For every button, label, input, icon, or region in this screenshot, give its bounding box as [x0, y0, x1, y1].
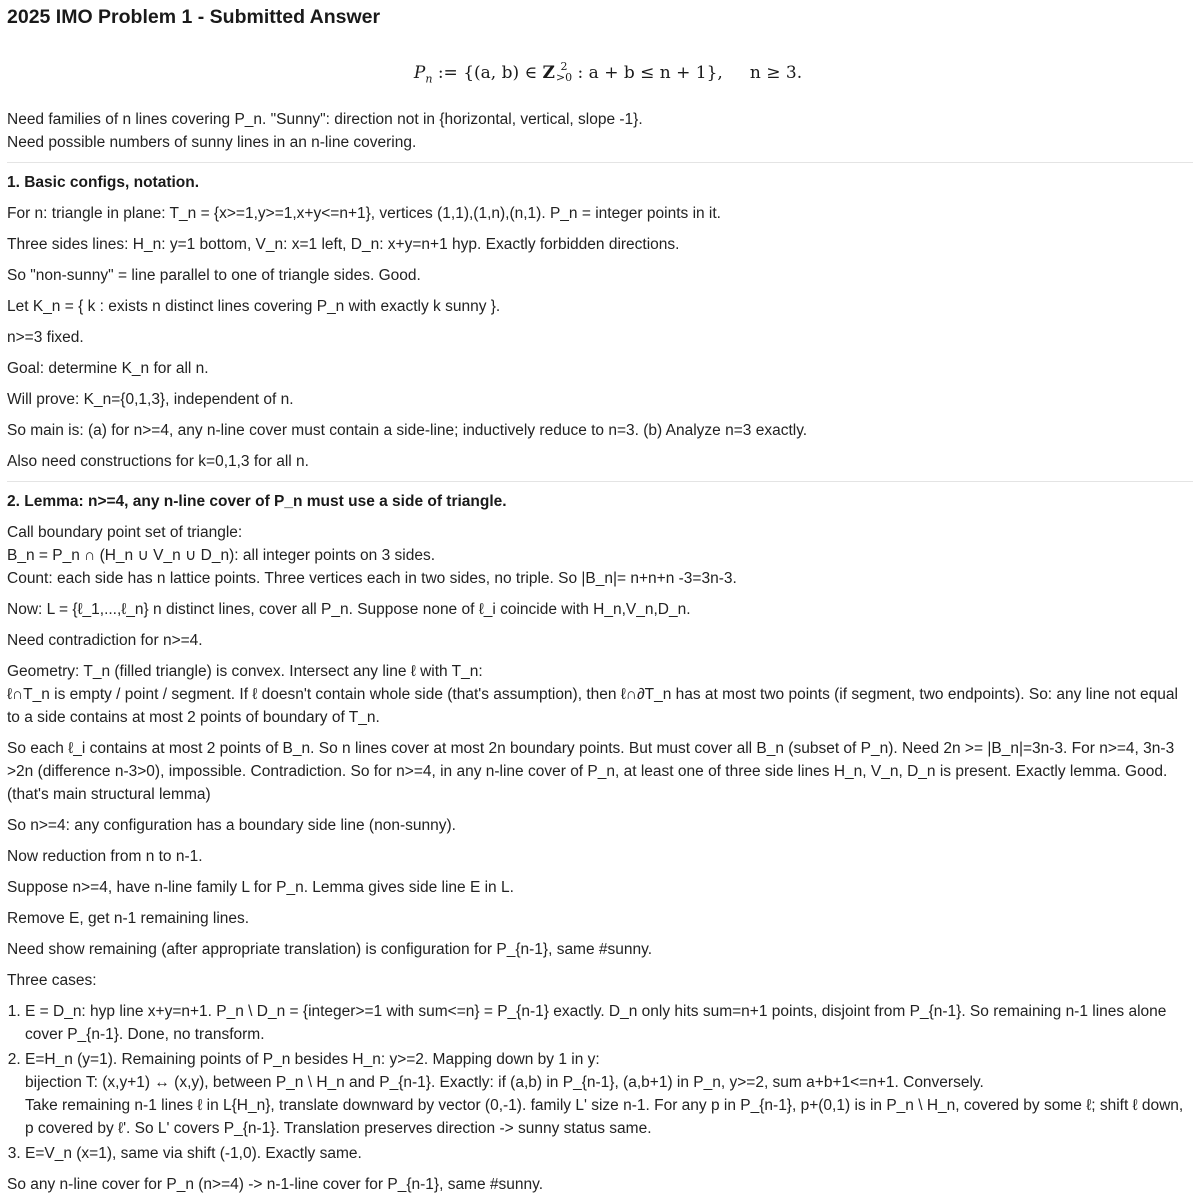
paragraph: So "non-sunny" = line parallel to one of triangle sides. Good.: [7, 267, 421, 284]
formula-superscript: 2: [560, 59, 568, 73]
paragraph: ℓ∩T_n is empty / point / segment. If ℓ doesn't contain whole side (that's assumption), then ℓ∩∂T_n has at most two points (if segment, two endpoints). So: any line not equal to a side contains at most 2 points of boundary of T_n.: [7, 686, 1178, 726]
paragraph: Need contradiction for n>=4.: [7, 632, 203, 649]
paragraph: Count: each side has n lattice points. Three vertices each in two sides, no triple. So |B_n|= n+n+n -3=3n-3.: [7, 570, 737, 587]
paragraph: Will prove: K_n={0,1,3}, independent of n.: [7, 391, 294, 408]
paragraph: Now: L = {ℓ_1,...,ℓ_n} n distinct lines, cover all P_n. Suppose none of ℓ_i coincide with H_n,V_n,D_n.: [7, 601, 691, 618]
paragraph: So each ℓ_i contains at most 2 points of B_n. So n lines cover at most 2n boundary points. But must cover all B_n (subset of P_n). Need 2n >= |B_n|=3n-3. For n>=4, 3n-3 >2n (difference n-3>0), impossible. Contradiction. So for n>=4, in any n-line cover of P_n, at least one of three side lines H_n, V_n, D_n is present. Exactly lemma. Good. (that's main structural lemma): [7, 740, 1175, 803]
display-formula: [7, 60, 1193, 86]
paragraph: Remove E, get n-1 remaining lines.: [7, 910, 250, 927]
formula-subscript-n: n: [425, 72, 433, 86]
formula-condition: : a + b ≤ n + 1},: [572, 63, 723, 83]
paragraph: B_n = P_n ∩ (H_n ∪ V_n ∪ D_n): all integer points on 3 sides.: [7, 547, 436, 564]
section-divider: [7, 162, 1193, 163]
formula-definition: := {(a, b) ∈: [432, 63, 543, 83]
geometry-block: [7, 660, 1193, 729]
formula-integers-symbol: Z: [542, 63, 555, 83]
cases-list: [7, 1000, 1193, 1165]
paragraph: Now reduction from n to n-1.: [7, 848, 203, 865]
paragraph: So n>=4: any configuration has a boundary side line (non-sunny).: [7, 817, 456, 834]
paragraph: So main is: (a) for n>=4, any n-line cover must contain a side-line; inductively reduce to n=3. (b) Analyze n=3 exactly.: [7, 422, 808, 439]
intro-line: Need families of n lines covering P_n. "Sunny": direction not in {horizontal, vertical, slope -1}.: [7, 111, 643, 128]
paragraph: Let K_n = { k : exists n distinct lines covering P_n with exactly k sunny }.: [7, 298, 501, 315]
formula-symbol-p: P: [413, 63, 426, 83]
formula-subscript-positive: >0: [555, 70, 573, 84]
boundary-block: [7, 521, 1193, 590]
paragraph: For n: triangle in plane: T_n = {x>=1,y>=1,x+y<=n+1}, vertices (1,1),(1,n),(n,1). P_n = integer points in it.: [7, 205, 721, 222]
list-item: [25, 1142, 1193, 1165]
formula-n-constraint: n ≥ 3.: [749, 63, 803, 83]
section-2: [7, 490, 1193, 1196]
case-line: bijection T: (x,y+1) ↔ (x,y), between P_n \ H_n and P_{n-1}. Exactly: if (a,b) in P_{n-1}, (a,b+1) in P_n, y>=2, sum a+b+1<=n+1. Conversely.: [25, 1074, 984, 1091]
list-item: [25, 1000, 1193, 1046]
paragraph: Goal: determine K_n for all n.: [7, 360, 209, 377]
section-heading: 1. Basic configs, notation.: [7, 174, 200, 191]
list-item: [25, 1048, 1193, 1140]
paragraph: Also need constructions for k=0,1,3 for all n.: [7, 453, 309, 470]
paragraph: Geometry: T_n (filled triangle) is convex. Intersect any line ℓ with T_n:: [7, 663, 483, 680]
case-line: 2. E=H_n (y=1). Remaining points of P_n besides H_n: y>=2. Mapping down by 1 in y:: [25, 1051, 600, 1068]
case-line: Take remaining n-1 lines ℓ in L{H_n}, translate downward by vector (0,-1). family L' size n-1. For any p in P_{n-1}, p+(0,1) is in P_n \ H_n, covered by some ℓ; shift ℓ down, p covered by ℓ'. So L' covers P_{n-1}. Translation preserves direction -> sunny status same.: [25, 1097, 1184, 1137]
section-divider: [7, 481, 1193, 482]
paragraph: Call boundary point set of triangle:: [7, 524, 243, 541]
paragraph: Need show remaining (after appropriate translation) is configuration for P_{n-1}, same #sunny.: [7, 941, 653, 958]
section-heading: 2. Lemma: n>=4, any n-line cover of P_n must use a side of triangle.: [7, 493, 507, 510]
page-title: 2025 IMO Problem 1 - Submitted Answer: [7, 6, 381, 28]
intro-block: [7, 108, 1193, 154]
paragraph: Suppose n>=4, have n-line family L for P_n. Lemma gives side line E in L.: [7, 879, 514, 896]
section-1: [7, 171, 1193, 473]
case-line: 1. E = D_n: hyp line x+y=n+1. P_n \ D_n = {integer>=1 with sum<=n} = P_{n-1} exactly. D_n only hits sum=n+1 points, disjoint from P_{n-1}. So remaining n-1 lines alone cover P_{n-1}. Done, no transform.: [25, 1003, 1167, 1043]
paragraph: Three sides lines: H_n: y=1 bottom, V_n: x=1 left, D_n: x+y=n+1 hyp. Exactly forbidden directions.: [7, 236, 680, 253]
intro-line: Need possible numbers of sunny lines in an n-line covering.: [7, 134, 417, 151]
paragraph: So any n-line cover for P_n (n>=4) -> n-1-line cover for P_{n-1}, same #sunny.: [7, 1176, 544, 1193]
case-line: 3. E=V_n (x=1), same via shift (-1,0). Exactly same.: [25, 1145, 362, 1162]
paragraph: Three cases:: [7, 972, 97, 989]
formula-supsub: [556, 61, 572, 83]
paragraph: n>=3 fixed.: [7, 329, 84, 346]
